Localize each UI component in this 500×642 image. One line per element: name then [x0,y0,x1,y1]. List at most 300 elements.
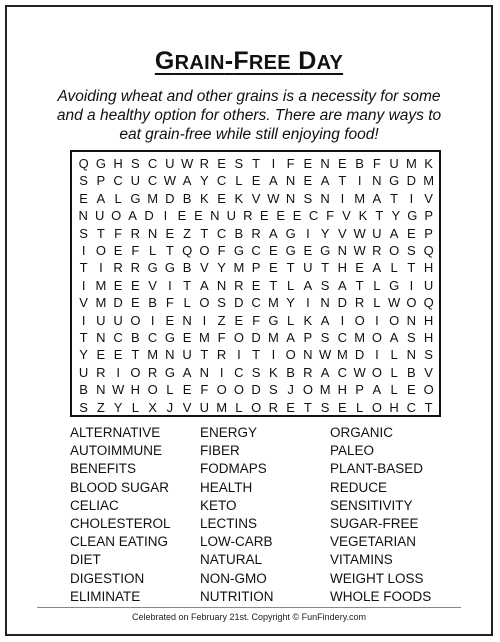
grid-letter: F [372,156,381,171]
grid-letter: I [81,277,86,293]
grid-letter: M [95,277,107,293]
grid-letter: P [251,260,261,276]
title-rain: RAIN [174,52,225,74]
grid-letter: U [130,173,141,189]
grid-letter: O [251,399,262,415]
grid-letter: R [199,156,210,171]
grid-letter: M [147,190,159,206]
grid-letter: C [337,364,348,380]
grid-letter: T [252,347,261,363]
grid-letter: Y [217,260,226,276]
grid-letter: K [424,156,433,171]
word-list-item: LECTINS [200,516,258,532]
grid-letter: W [353,243,366,258]
grid-letter: E [269,260,278,276]
grid-letter: S [269,382,278,398]
grid-letter: E [338,399,347,415]
word-list-item: ALTERNATIVE [70,425,161,440]
grid-letter: W [318,347,332,363]
grid-letter: G [407,208,418,224]
grid-letter: P [303,330,313,345]
word-column-2 [200,424,274,606]
grid-letter: R [113,260,123,276]
grid-letter: B [355,156,364,171]
grid-letter: E [292,208,302,224]
grid-letter: L [114,190,122,206]
grid-letter: T [303,399,312,415]
grid-letter: N [285,173,296,189]
grid-letter: H [113,156,123,171]
grid-letter: S [234,156,244,171]
grid-letter: R [130,260,141,276]
grid-letter: O [233,382,244,398]
grid-letter: L [390,382,398,398]
grid-letter: K [358,208,368,224]
grid-letter: N [406,312,417,328]
grid-letter: E [217,190,226,206]
grid-letter: L [287,277,295,293]
grid-letter: E [165,225,175,241]
grid-letter: T [252,156,261,171]
grid-letter: Q [423,243,434,258]
grid-letter: N [165,347,175,363]
grid-letter: I [168,277,172,293]
grid-letter: I [271,347,276,363]
grid-letter: T [200,347,209,363]
grid-letter: V [338,225,347,241]
grid-letter: W [111,382,125,398]
grid-letter: W [267,190,280,206]
grid-letter: M [405,156,417,171]
grid-letter: M [267,295,279,311]
grid-letter: M [336,347,348,363]
grid-letter: M [354,330,366,345]
grid-letter: D [354,347,365,363]
grid-letter: S [79,399,88,415]
word-list-item: ENERGY [200,425,258,440]
grid-letter: N [182,312,192,328]
grid-letter: E [113,277,123,293]
grid-letter: E [113,347,123,363]
grid-letter: E [355,260,364,276]
grid-letter: H [423,260,434,276]
grid-letter: Y [286,295,295,311]
grid-letter: U [423,277,434,293]
word-list-item: ELIMINATE [70,588,141,604]
word-list-item: KETO [200,497,237,513]
grid-letter: G [164,260,175,276]
grid-letter: N [285,190,296,206]
grid-letter: F [131,243,140,258]
grid-letter: B [286,364,295,380]
grid-letter: M [354,190,366,206]
grid-letter: I [202,312,207,328]
grid-letter: N [147,225,158,241]
grid-letter: N [303,347,313,363]
grid-letter: E [338,156,347,171]
grid-letter: M [198,330,210,345]
word-column-1 [70,424,171,606]
grid-letter: L [287,312,295,328]
word-list-item: SUGAR-FREE [330,516,419,532]
word-list-item: NATURAL [200,552,263,568]
grid-letter: E [251,277,261,293]
grid-letter: G [285,243,296,258]
grid-letter: N [216,277,227,293]
grid-letter: O [371,399,382,415]
word-list-item: SENSITIVITY [330,497,413,513]
word-list-item: VEGETARIAN [330,534,417,550]
grid-letter: D [144,208,154,224]
grid-letter: P [424,208,434,224]
grid-letter: P [424,225,433,241]
grid-letter: E [131,277,140,293]
grid-letter: N [96,330,106,345]
grid-letter: V [251,190,261,206]
grid-letter: K [234,190,244,206]
grid-letter: V [200,260,209,276]
grid-letter: T [269,277,278,293]
grid-letter: N [320,295,330,311]
grid-letter: S [217,295,226,311]
word-list-item: AUTOIMMUNE [70,443,163,459]
grid-letter: S [320,277,330,293]
grid-letter: A [128,208,137,224]
grid-letter: R [372,243,382,258]
grid-letter: I [375,312,379,328]
word-list-item: NON-GMO [200,570,267,586]
grid-letter: Y [79,347,88,363]
grid-letter: M [319,382,331,398]
word-list-item: CHOLESTEROL [70,516,171,532]
grid-letter: E [303,156,313,171]
grid-letter: T [424,399,433,415]
grid-letter: T [286,260,295,276]
grid-letter: I [340,190,345,206]
grid-letter: T [338,173,347,189]
grid-letter: P [355,382,364,398]
footer-text: Celebrated on February 21st. Copyright © FunFindery.com [131,612,367,622]
grid-letter: I [116,364,120,380]
grid-letter: H [423,330,434,345]
grid-letter: I [306,225,310,241]
grid-letter: T [355,277,364,293]
grid-letter: I [237,347,241,363]
grid-letter: O [371,330,382,345]
grid-letter: H [337,382,348,398]
grid-letter: I [357,173,362,189]
grid-letter: E [79,190,88,206]
grid-letter: G [147,260,158,276]
grid-letter: R [354,295,365,311]
grid-letter: D [406,173,417,189]
grid-letter: N [320,156,330,171]
grid-letter: U [78,364,89,380]
grid-letter: U [389,156,399,171]
grid-letter: C [147,173,158,189]
word-list-item: FODMAPS [200,461,267,477]
word-list-item: NUTRITION [200,588,274,604]
grid-letter: U [303,260,313,276]
grid-letter: X [148,399,157,415]
grid-letter: I [81,243,86,258]
grid-letter: O [389,312,400,328]
grid-letter: E [182,382,192,398]
title-g: G [154,47,175,75]
title-ay: AY [316,52,344,74]
grid-letter: E [96,347,106,363]
grid-letter: D [251,330,261,345]
grid-letter: C [113,173,123,189]
grid-letter: T [131,347,140,363]
grid-letter: I [409,277,414,293]
grid-letter: C [113,330,123,345]
grid-letter: N [210,208,220,224]
grid-letter: F [217,330,226,345]
grid-letter: O [130,364,141,380]
grid-letter: C [216,173,227,189]
grid-letter: H [337,260,348,276]
word-list-item: FIBER [200,443,240,459]
grid-letter: E [259,208,269,224]
grid-letter: G [233,243,244,258]
grid-letter: O [371,364,382,380]
grid-letter: I [81,312,86,328]
grid-letter: L [373,277,381,293]
grid-letter: O [199,243,210,258]
word-list-item: BLOOD SUGAR [70,479,170,495]
word-list-item: CELIAC [70,497,119,513]
grid-letter: U [96,312,106,328]
grid-letter: E [113,243,123,258]
grid-letter: E [286,399,295,415]
grid-letter: L [235,173,243,189]
grid-letter: E [177,208,187,224]
grid-letter: I [409,190,414,206]
word-list-item: ORGANIC [330,425,394,440]
grid-letter: O [199,295,210,311]
grid-letter: B [234,225,244,241]
grid-letter: O [130,312,141,328]
grid-letter: A [182,364,192,380]
grid-letter: R [147,364,158,380]
grid-letter: Y [200,173,209,189]
grid-letter: E [407,382,416,398]
grid-letter: R [268,399,279,415]
grid-letter: Q [423,295,434,311]
grid-letter: Q [78,156,89,171]
grid-letter: E [165,312,175,328]
grid-letter: B [148,295,157,311]
grid-letter: Z [217,312,226,328]
grid-letter: T [96,225,105,241]
grid-letter: V [182,399,192,415]
grid-letter: R [303,364,313,380]
grid-letter: A [338,277,347,293]
grid-letter: Z [183,225,192,241]
grid-letter: A [389,225,399,241]
grid-letter: D [113,295,123,311]
grid-letter: T [375,208,384,224]
grid-letter: D [337,295,348,311]
grid-letter: F [114,225,123,241]
word-list-item: CLEAN EATING [70,534,169,550]
grid-letter: Y [113,399,123,415]
grid-letter: D [251,382,261,398]
grid-letter: G [320,243,331,258]
grid-letter: E [251,173,261,189]
page-title [7,47,491,76]
grid-letter: F [286,156,295,171]
grid-letter: H [130,382,141,398]
word-list-item: DIGESTION [70,570,145,586]
grid-letter: T [79,260,88,276]
grid-letter: S [407,330,416,345]
grid-letter: J [287,382,294,398]
word-list-item: WHOLE FOODS [330,588,432,604]
grid-letter: C [147,330,158,345]
grid-letter: L [235,399,243,415]
grid-letter: N [372,173,382,189]
grid-letter: F [165,295,174,311]
word-list-item: DIET [70,552,101,568]
grid-letter: A [96,190,106,206]
word-list-item: HEALTH [200,479,253,495]
grid-letter: E [407,225,416,241]
grid-letter: K [200,190,209,206]
grid-letter: V [79,295,88,311]
grid-letter: O [95,243,106,258]
grid-letter: O [389,243,400,258]
grid-letter: G [389,173,400,189]
grid-letter: E [303,243,313,258]
grid-letter: O [233,330,244,345]
grid-letter: G [268,312,279,328]
grid-letter: C [308,208,319,224]
grid-letter: I [163,208,168,224]
grid-letter: T [390,190,399,206]
grid-letter: E [303,173,313,189]
grid-letter: O [302,382,313,398]
grid-letter: N [337,243,348,258]
word-list-item: PALEO [330,443,375,459]
grid-letter: O [423,382,434,398]
grid-letter: M [233,260,245,276]
grid-letter: L [390,347,398,363]
grid-letter: E [217,156,226,171]
grid-letter: B [131,330,140,345]
grid-letter: Z [96,399,105,415]
grid-letter: T [321,260,330,276]
grid-letter: W [353,364,366,380]
grid-letter: S [424,347,433,363]
grid-letter: J [166,399,174,415]
grid-letter: V [342,208,351,224]
word-list-item: BENEFITS [70,461,137,477]
grid-letter: G [285,225,296,241]
grid-letter: K [303,312,313,328]
grid-letter: H [423,312,434,328]
grid-letter: B [407,364,416,380]
grid-letter: Y [391,208,401,224]
grid-letter: T [183,277,192,293]
grid-letter: B [79,382,88,398]
grid-letter: W [180,156,194,171]
grid-letter: M [423,173,435,189]
grid-letter: A [320,312,330,328]
footer-divider [37,607,461,608]
grid-letter: R [216,347,227,363]
grid-letter: M [95,295,107,311]
grid-letter: S [320,399,330,415]
grid-letter: L [356,399,364,415]
grid-letter: L [166,382,174,398]
grid-letter: H [389,399,399,415]
grid-letter: A [303,277,313,293]
grid-letter: F [217,243,226,258]
grid-letter: L [131,399,139,415]
grid-letter: W [387,295,401,311]
grid-letter: R [234,277,244,293]
grid-letter: V [424,364,433,380]
grid-letter: B [182,190,192,206]
grid-letter: G [95,156,106,171]
grid-letter: O [354,312,365,328]
grid-letter: I [340,312,345,328]
grid-letter: A [269,225,278,241]
grid-letter: O [216,382,227,398]
grid-letter: E [276,208,286,224]
grid-letter: Y [320,225,330,241]
grid-letter: U [182,347,192,363]
grid-letter: U [165,156,175,171]
grid-letter: G [389,277,400,293]
grid-letter: A [372,190,382,206]
grid-letter: N [406,347,417,363]
grid-letter: S [320,330,330,345]
grid-letter: N [78,208,88,224]
grid-letter: S [79,225,88,241]
grid-letter: A [182,173,192,189]
grid-letter: O [285,347,296,363]
grid-letter: R [243,208,253,224]
grid-letter: U [372,225,382,241]
worksheet-page [5,5,493,636]
grid-letter: S [303,190,313,206]
title-dash: - [224,47,234,75]
grid-letter: R [130,225,141,241]
word-list-item: REDUCE [330,479,388,495]
grid-letter: N [199,364,210,380]
grid-letter: A [286,330,295,345]
word-list-item: LOW-CARB [200,534,273,550]
grid-letter: E [182,330,192,345]
grid-letter: L [149,243,157,258]
grid-letter: B [182,260,192,276]
grid-letter: D [165,190,175,206]
grid-letter: M [147,347,159,363]
grid-letter: P [96,173,106,189]
grid-letter: G [130,190,141,206]
grid-letter: L [390,364,398,380]
grid-letter: O [111,208,122,224]
grid-letter: M [216,399,228,415]
word-list-item: WEIGHT LOSS [330,570,424,586]
grid-letter: V [148,277,157,293]
grid-letter: A [372,260,382,276]
grid-letter: Q [182,243,193,258]
title-d: D [298,47,317,75]
